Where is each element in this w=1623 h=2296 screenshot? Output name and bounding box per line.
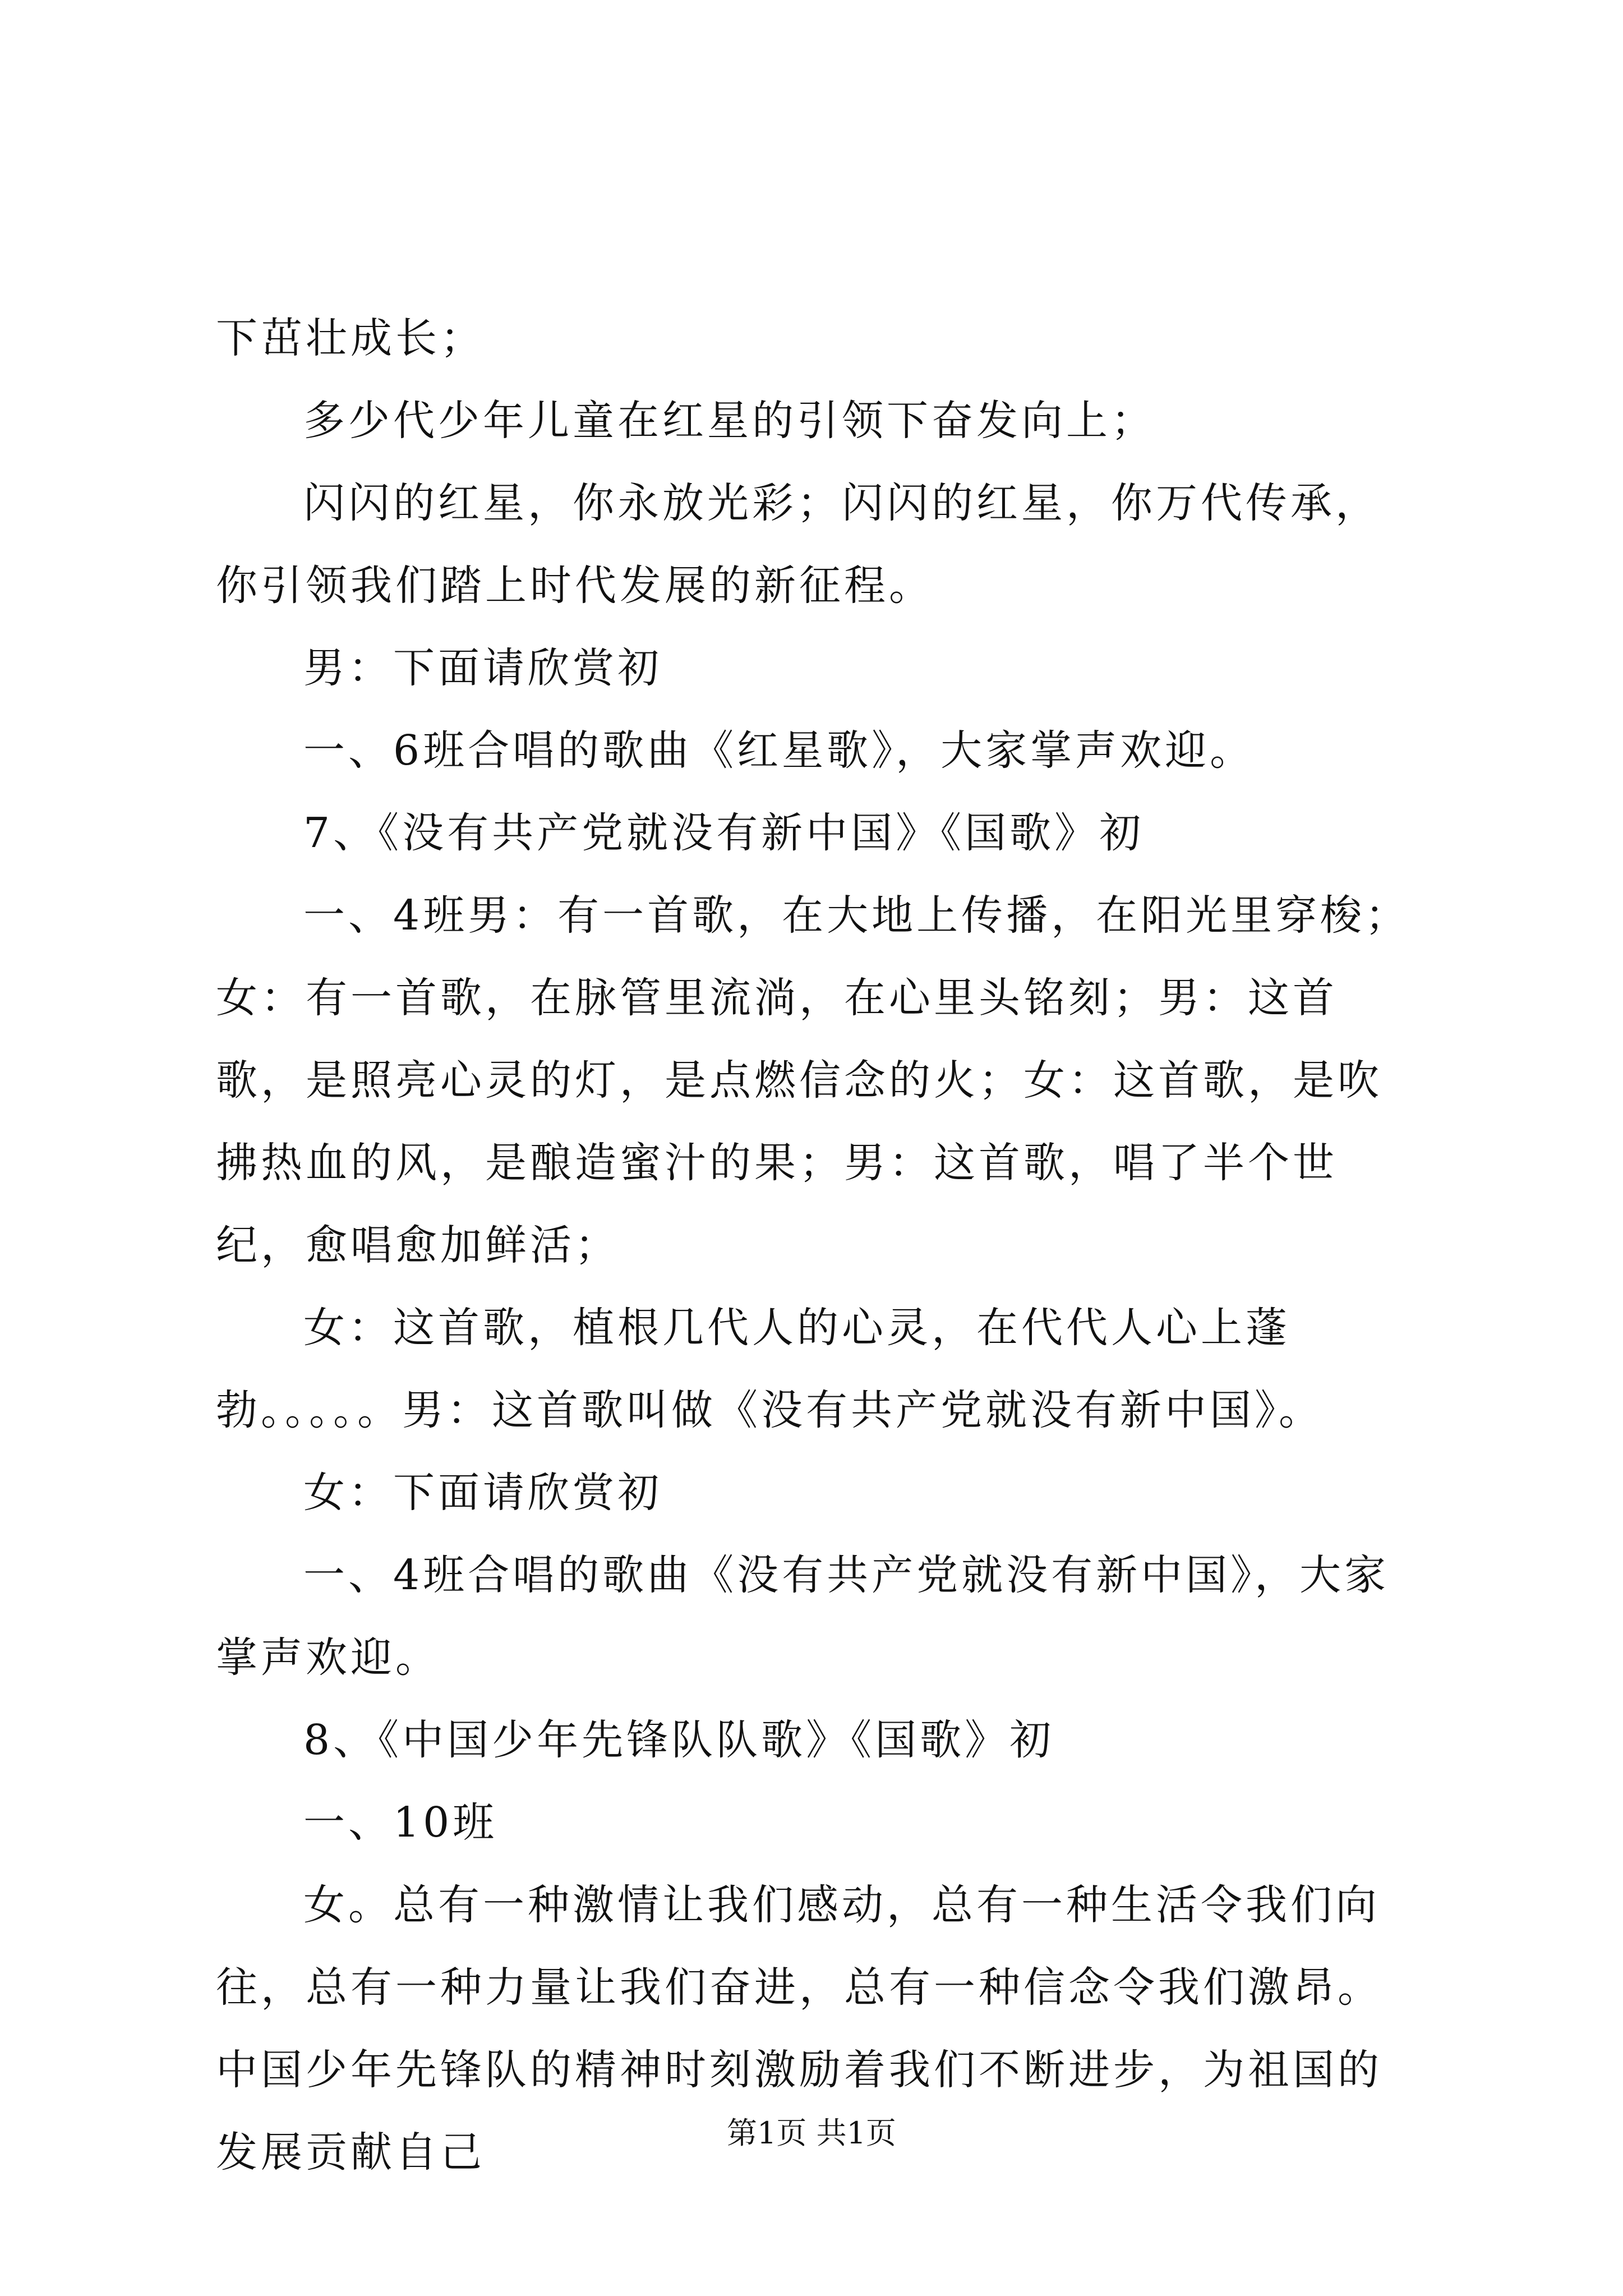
paragraph: 女：下面请欣赏初 <box>303 1469 662 1517</box>
paragraph: 一、10班 <box>303 1798 498 1847</box>
page-number-label: 第1页 共1页 <box>727 2115 896 2151</box>
paragraph: 8、《中国少年先锋队队歌》《国歌》初 <box>303 1716 1055 1764</box>
page-footer <box>0 2109 1623 2152</box>
paragraph: 一、4班合唱的歌曲《没有共产党就没有新中国》，大家掌声欢迎。 <box>216 1551 1390 1682</box>
paragraph: 闪闪的红星，你永放光彩；闪闪的红星，你万代传承，你引领我们踏上时代发展的新征程。 <box>216 479 1380 610</box>
paragraph: 女：这首歌，植根几代人的心灵，在代代人心上蓬勃。。。。。男：这首歌叫做《没有共产党就没有新中国》。 <box>216 1304 1324 1434</box>
paragraph: 男：下面请欣赏初 <box>303 644 662 692</box>
paragraph: 一、6班合唱的歌曲《红星歌》，大家掌声欢迎。 <box>303 726 1255 775</box>
paragraph: 一、4班男：有一首歌，在大地上传播，在阳光里穿梭；女：有一首歌，在脉管里流淌，在心里头铭刻；男：这首歌，是照亮心灵的灯，是点燃信念的火；女：这首歌，是吹拂热血的风，是酿造蜜汁的果；男：这首歌，唱了半个世纪，愈唱愈加鲜活； <box>216 891 1410 1269</box>
paragraph: 女。总有一种激情让我们感动，总有一种生活令我们向往，总有一种力量让我们奋进，总有一种信念令我们激昂。中国少年先锋队的精神时刻激励着我们不断进步，为祖国的发展贡献自己 <box>216 1881 1382 2177</box>
document-body <box>216 297 1416 2194</box>
paragraph: 7、《没有共产党就没有新中国》《国歌》初 <box>303 809 1145 857</box>
paragraph: 多少代少年儿童在红星的引领下奋发向上； <box>303 397 1156 445</box>
paragraph: 下茁壮成长； <box>216 314 485 362</box>
